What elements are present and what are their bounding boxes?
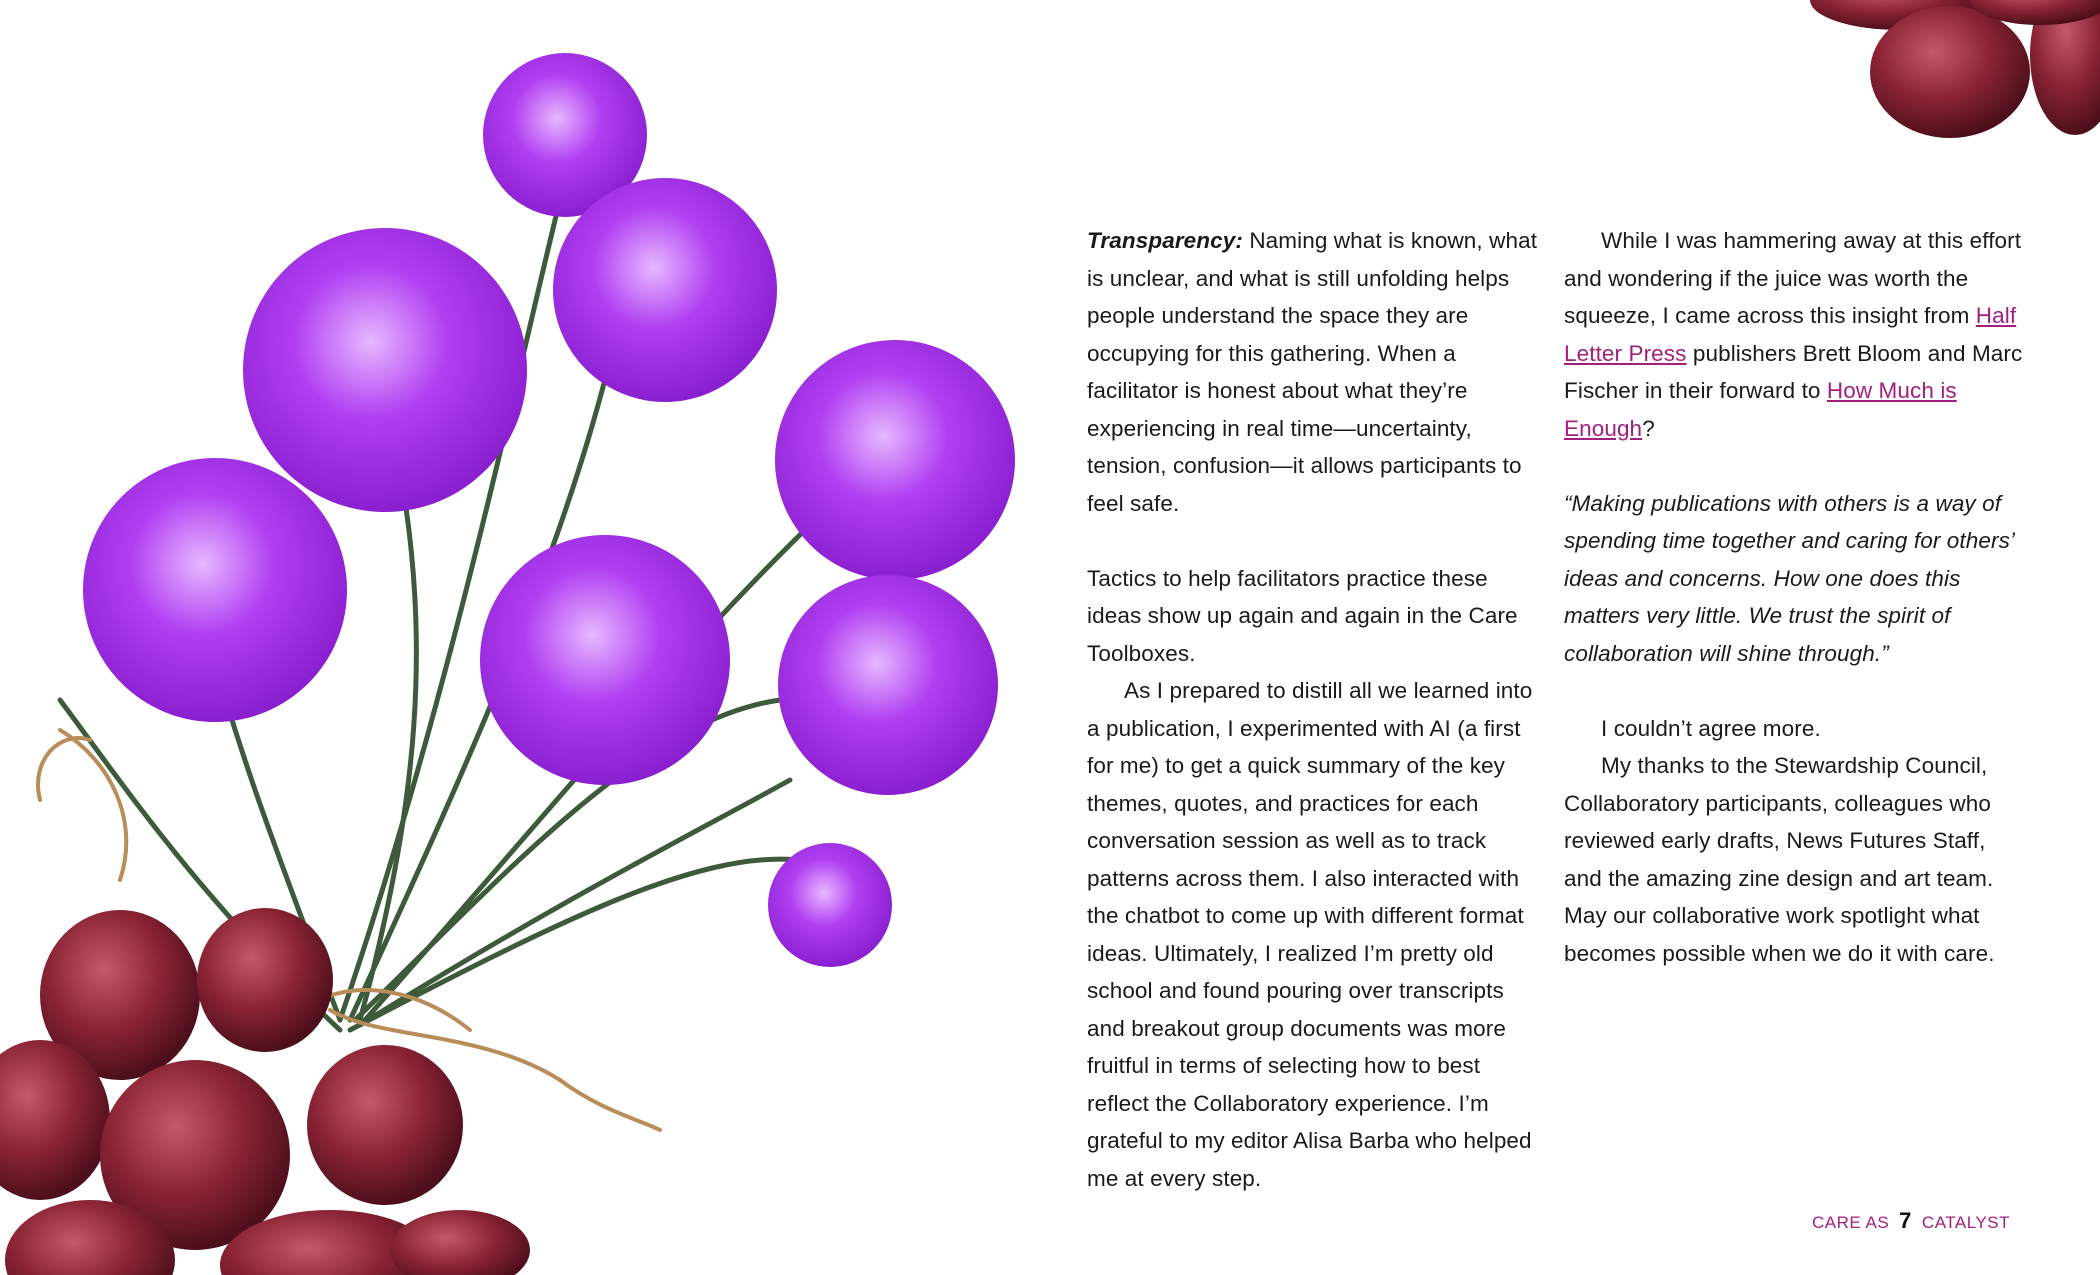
left-text-column [1087, 222, 1542, 1197]
page-number: 7 [1899, 1208, 1912, 1233]
how-much-is-enough-link[interactable]: How Much is Enough [1564, 378, 1957, 441]
half-letter-press-link[interactable]: Half Letter Press [1564, 303, 2017, 366]
footer-left-label: CARE AS [1811, 1213, 1890, 1232]
transparency-label: Transparency: [1087, 228, 1243, 253]
transparency-text: Naming what is known, what is unclear, and what is still unfolding helps people understand the space they are occupying for this gathering. When a facilitator is honest about what they’re experiencing in real time—uncertainty, tension, confusion—it allows participants to feel safe. [1087, 228, 1538, 516]
thanks-paragraph: My thanks to the Stewardship Council, Collaboratory participants, colleagues who reviewed early drafts, News Futures Staff, and the amazing zine design and art team. May our collaborative work spotlight what becomes possible when we do it with care. [1564, 753, 1995, 966]
insight-paragraph [1564, 222, 2024, 447]
right-text-column [1564, 222, 2024, 972]
transparency-paragraph [1087, 222, 1542, 522]
footer-right-label: CATALYST [1921, 1213, 2010, 1232]
agree-paragraph: I couldn’t agree more. [1601, 715, 1821, 741]
insight-text-c: ? [1642, 415, 1655, 441]
ai-paragraph: As I prepared to distill all we learned into a publication, I experimented with AI (a first for me) to get a quick summary of the key themes, quotes, and practices for each conversation session as well as to track patterns across them. I also interacted with the chatbot to come up with different format ideas. Ultimately, I realized I’m pretty old school and found pouring over transcripts and breakout group documents was more fruitful in terms of selecting how to best reflect the Collaboratory experience. I’m grateful to my editor Alisa Barba who helped me at every step. [1087, 678, 1533, 1191]
onion-corner-illustration [1660, 0, 2100, 160]
insight-text-b: publishers Brett Bloom and Marc Fischer in their forward to [1564, 340, 2023, 403]
insight-text-a: While I was hammering away at this effort and wondering if the juice was worth the squeeze, I came across this insight from [1564, 228, 2022, 328]
pull-quote: “Making publications with others is a way of spending time together and caring for others’ ideas and concerns. How one does this matters very little. We trust the spirit of collaboration will shine through.” [1564, 490, 2014, 666]
page-footer [1812, 1208, 2010, 1238]
tactics-paragraph: Tactics to help facilitators practice these ideas show up again and again in the Care Toolboxes. [1087, 565, 1518, 666]
